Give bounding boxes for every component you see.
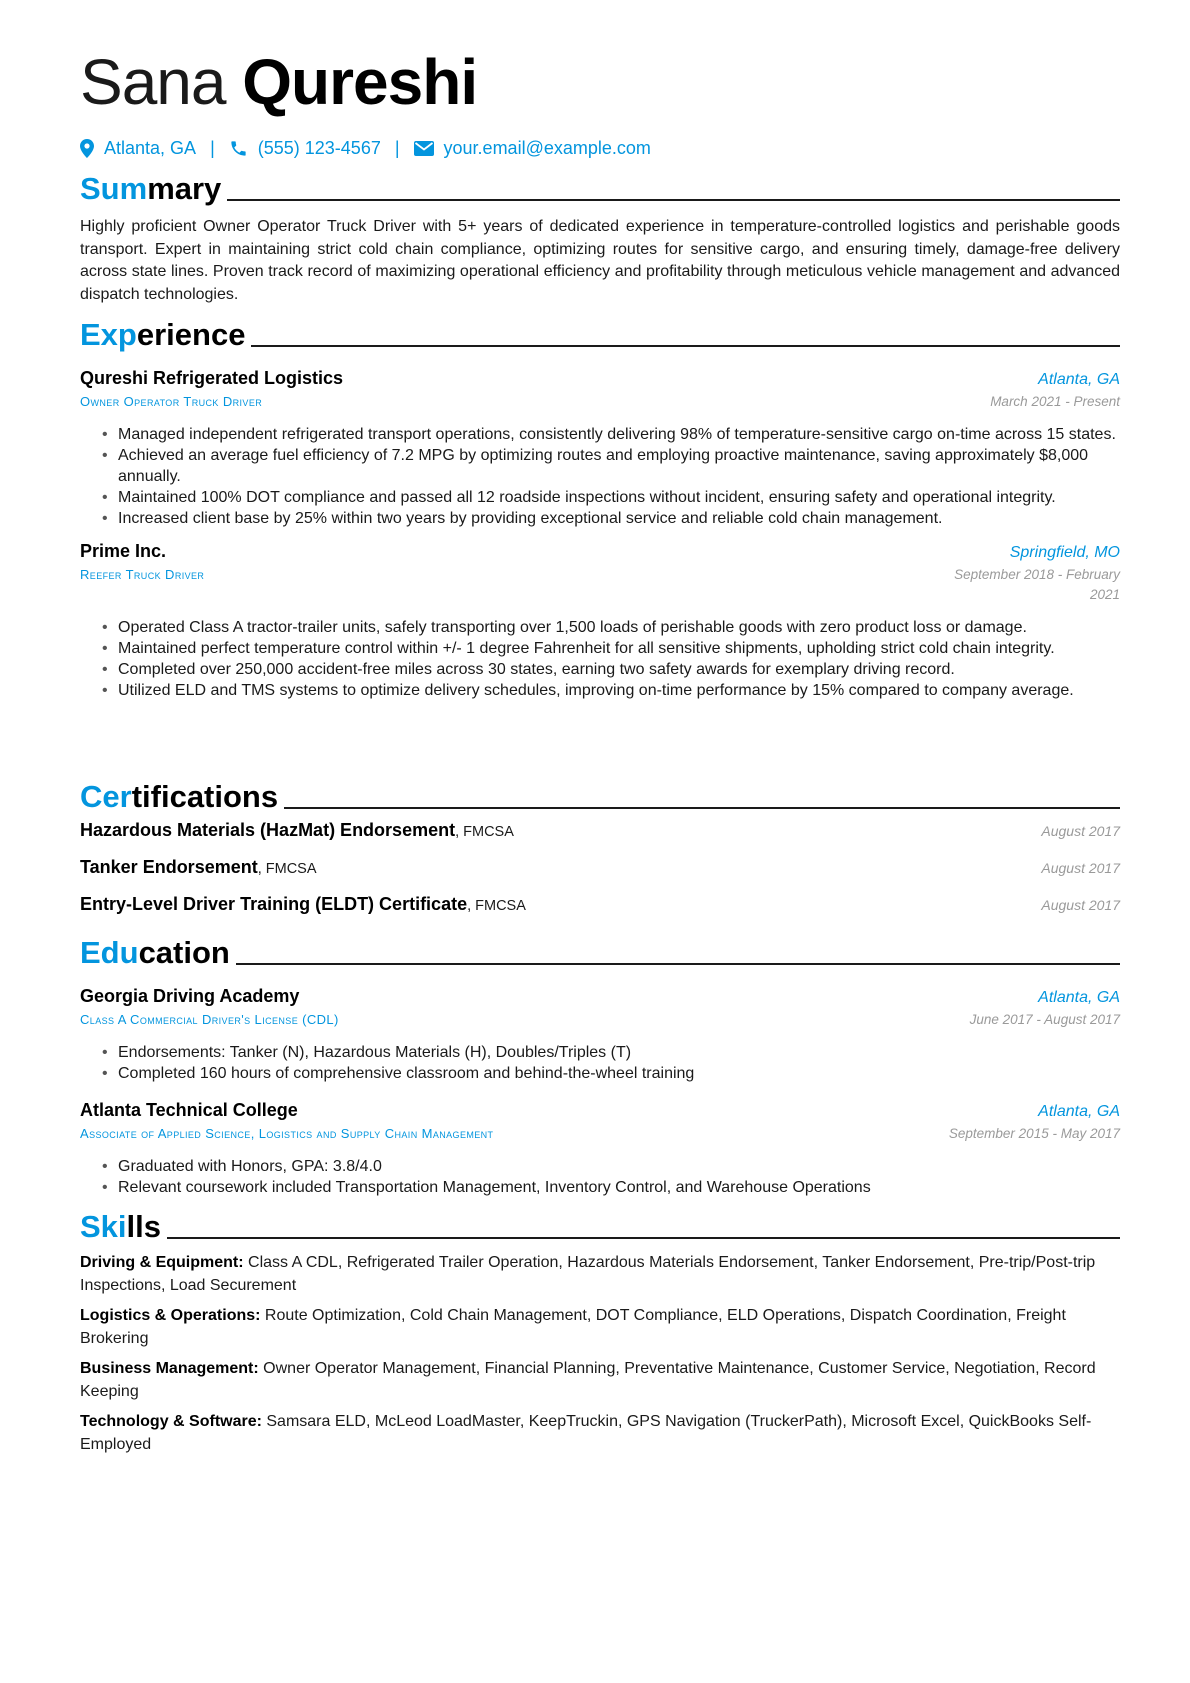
list-item: • Graduated with Honors, GPA: 3.8/4.0: [118, 1156, 1120, 1177]
experience-entry: [80, 366, 1120, 529]
skill-group: [80, 1252, 1120, 1297]
education-dates: June 2017 - August 2017: [969, 1012, 1120, 1027]
certification-row: [80, 857, 1120, 894]
skill-list: Owner Operator Management, Financial Planning, Preventative Maintenance, Customer Service, Negotiation, Record Keeping: [80, 1360, 1096, 1400]
certification-issuer: , FMCSA: [467, 898, 526, 914]
section-header: [80, 170, 1120, 208]
certification-issuer: , FMCSA: [257, 861, 317, 877]
skill-list: Class A CDL, Refrigerated Trailer Operation, Hazardous Materials Endorsement, Tanker Endorsement, Pre-trip/Post-trip Inspections, Load Securement: [80, 1254, 1096, 1294]
degree-name: Class A Commercial Driver's License (CDL): [80, 1012, 339, 1027]
phone-text: (555) 123-4567: [257, 137, 381, 158]
school-location: Atlanta, GA: [1038, 989, 1120, 1006]
job-title: Reefer Truck Driver: [80, 567, 205, 582]
skills-list: [80, 1252, 1120, 1456]
summary-section: [80, 170, 1120, 306]
job-location: Springfield, MO: [1009, 544, 1120, 561]
skill-list: Route Optimization, Cold Chain Management, DOT Compliance, ELD Operations, Dispatch Coordination, Freight Brokering: [80, 1307, 1066, 1347]
education-bullets: [80, 1042, 1120, 1084]
envelope-icon: [414, 141, 444, 156]
phone-icon: [229, 139, 258, 158]
education-bullets: [80, 1156, 1120, 1198]
section-rule: [284, 807, 1120, 809]
list-item: • Completed 160 hours of comprehensive classroom and behind-the-wheel training: [118, 1063, 1120, 1084]
skill-category: Technology & Software:: [80, 1413, 262, 1430]
section-rule: [227, 199, 1120, 201]
section-header: [80, 316, 1120, 354]
skill-group: [80, 1358, 1120, 1403]
job-dates: September 2018 - February 2021: [954, 567, 1120, 602]
education-entry: [80, 984, 1120, 1084]
certifications-section: [80, 778, 1120, 931]
list-item: • Managed independent refrigerated transport operations, consistently delivering 98% of temperature-sensitive cargo on-time across 15 states.: [118, 424, 1120, 445]
contact-location: [80, 138, 196, 159]
skill-category: Logistics & Operations:: [80, 1307, 261, 1324]
map-pin-icon: [80, 139, 104, 158]
degree-name: Associate of Applied Science, Logistics and Supply Chain Management: [80, 1126, 494, 1141]
first-name: Sana: [80, 46, 226, 118]
education-dates: September 2015 - May 2017: [948, 1126, 1120, 1141]
experience-entry: [80, 539, 1120, 701]
list-item: • Achieved an average fuel efficiency of 7.2 MPG by optimizing routes and employing proactive maintenance, saving approximately $8,000 annually.: [118, 445, 1120, 487]
list-item: • Relevant coursework included Transportation Management, Inventory Control, and Warehouse Operations: [118, 1177, 1120, 1198]
section-header: [80, 778, 1120, 816]
skill-category: Business Management:: [80, 1360, 259, 1377]
list-item: • Maintained 100% DOT compliance and passed all 12 roadside inspections without incident, ensuring safety and operational integrity.: [118, 487, 1120, 508]
section-rule: [167, 1237, 1120, 1239]
school-name: Georgia Driving Academy: [80, 986, 300, 1006]
certification-name: Tanker Endorsement: [80, 857, 258, 877]
school-name: Atlanta Technical College: [80, 1100, 298, 1120]
certification-date: August 2017: [1041, 823, 1120, 839]
list-item: • Utilized ELD and TMS systems to optimize delivery schedules, improving on-time performance by 15% compared to company average.: [118, 680, 1120, 701]
certification-date: August 2017: [1041, 897, 1120, 913]
contact-phone[interactable]: [229, 138, 381, 159]
certification-name: Hazardous Materials (HazMat) Endorsement: [80, 820, 456, 840]
list-item: • Maintained perfect temperature control within +/- 1 degree Fahrenheit for all sensitive shipments, upholding strict cold chain integrity.: [118, 638, 1120, 659]
list-item: • Endorsements: Tanker (N), Hazardous Materials (H), Doubles/Triples (T): [118, 1042, 1120, 1063]
email-text: your.email@example.com: [443, 137, 651, 158]
summary-text: Highly proficient Owner Operator Truck Driver with 5+ years of dedicated experience in temperature-controlled logistics and perishable goods transport. Expert in maintaining strict cold chain compliance, optimizing routes for sensitive cargo, and ensuring timely, damage-free delivery across state lines. Proven track record of maximizing operational efficiency and profitability through meticulous vehicle management and advanced dispatch technologies.: [80, 218, 1120, 303]
job-dates: March 2021 - Present: [990, 394, 1120, 409]
skill-category: Driving & Equipment:: [80, 1254, 244, 1271]
section-header: [80, 1208, 1120, 1246]
company-name: Prime Inc.: [80, 541, 167, 561]
contact-separator: |: [210, 137, 215, 158]
contact-separator: |: [394, 137, 400, 158]
skill-list: Samsara ELD, McLeod LoadMaster, KeepTruckin, GPS Navigation (TruckerPath), Microsoft Excel, QuickBooks Self-Employed: [80, 1413, 1092, 1453]
last-name: Qureshi: [242, 46, 478, 118]
skill-group: [80, 1411, 1120, 1456]
school-location: Atlanta, GA: [1038, 1103, 1120, 1120]
company-name: Qureshi Refrigerated Logistics: [80, 368, 344, 388]
job-location: Atlanta, GA: [1038, 371, 1120, 388]
section-rule: [236, 963, 1120, 965]
certification-list: [80, 820, 1120, 931]
candidate-name: [80, 42, 477, 122]
experience-section: [80, 316, 1120, 701]
certification-name: Entry-Level Driver Training (ELDT) Certificate: [80, 894, 468, 914]
job-title: Owner Operator Truck Driver: [80, 394, 263, 409]
job-bullets: [80, 424, 1120, 529]
section-title: Education: [80, 935, 230, 970]
skill-group: [80, 1305, 1120, 1350]
certification-row: [80, 820, 1120, 857]
certification-row: [80, 894, 1120, 931]
section-title: Skills: [80, 1209, 161, 1244]
section-title: Certifications: [80, 779, 279, 814]
certification-issuer: , FMCSA: [455, 824, 514, 840]
list-item: • Operated Class A tractor-trailer units, safely transporting over 1,500 loads of perishable goods with zero product loss or damage.: [118, 617, 1120, 638]
contact-bar: [80, 134, 651, 162]
certification-date: August 2017: [1041, 860, 1120, 876]
section-title: Summary: [80, 171, 222, 206]
section-title: Experience: [80, 317, 246, 352]
contact-email[interactable]: [414, 138, 651, 159]
list-item: • Increased client base by 25% within two years by providing exceptional service and reliable cold chain management.: [118, 508, 1120, 529]
location-text: Atlanta, GA: [104, 137, 197, 158]
education-section: [80, 934, 1120, 1198]
skills-section: [80, 1208, 1120, 1464]
section-header: [80, 934, 1120, 972]
job-bullets: [80, 617, 1120, 701]
list-item: • Completed over 250,000 accident-free miles across 30 states, earning two safety awards for exemplary driving record.: [118, 659, 1120, 680]
section-rule: [251, 345, 1120, 347]
education-entry: [80, 1098, 1120, 1198]
